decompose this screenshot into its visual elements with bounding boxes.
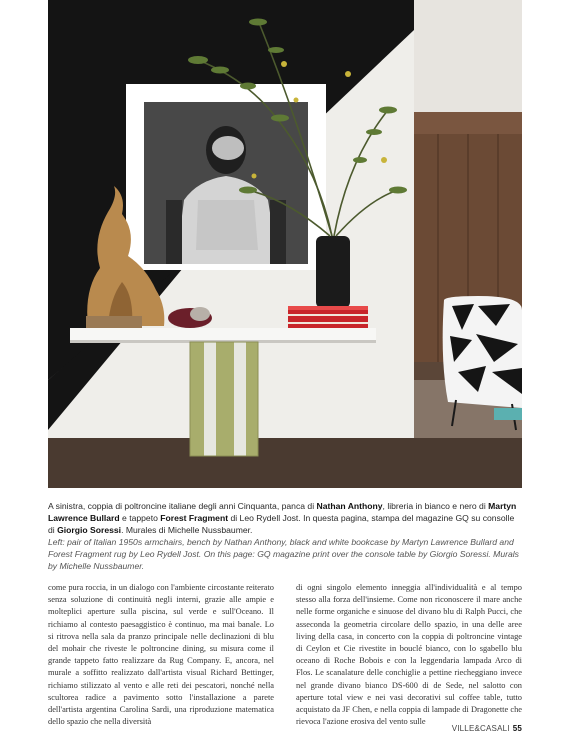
body-column-left: come pura roccia, in un dialogo con l'ambiente circostante reiterato senza soluzione di continuità negli interni, grazie alle ampie e molteplici aperture sulla piscina, sul verde e sull'Oceano. Il richiamo al contesto paesaggistico è continuo, ma mai banale. Lo si ritrova nella sala da pranzo principale nelle declinazioni di blu del mohair che riveste le poltroncine dining, su misura come il grande tappeto fatto realizzare da Rug Company. E, ancora, nel murale a soffitto realizzato dall'artista visual Richard Bettinger, richiamo stilizzato al vento e alle reti dei pescatori, nonché nella scultorea radice a pavimento sotto l'installazione a parete dell'artista argentina Carolina Sardi, una riproduzione matematica dello spazio che nella diversità: [48, 583, 274, 727]
page-folio: [452, 724, 522, 733]
caption-text: . Murales di Michelle Nussbaumer.: [121, 525, 253, 535]
caption-name: Martyn Lawrence Bullard: [48, 501, 517, 523]
magazine-name: VILLE&CASALI: [451, 724, 510, 733]
caption-text: A sinistra, coppia di poltroncine italiane degli anni Cinquanta, panca di: [48, 501, 317, 511]
caption-italian: [48, 500, 522, 536]
floor: [48, 438, 522, 488]
caption-name: Nathan Anthony: [316, 501, 383, 511]
ceiling-area: [414, 0, 522, 118]
caption-text: , libreria in bianco e nero di: [382, 501, 489, 511]
caption-text: e tappeto: [119, 513, 161, 523]
console-table-leg: [190, 342, 258, 456]
photo-caption: [48, 500, 522, 572]
interior-photo: [48, 0, 522, 488]
vase: [316, 236, 350, 308]
side-stool: [494, 408, 522, 420]
caption-name: Giorgio Soressi: [57, 525, 122, 535]
page-number: 55: [512, 724, 522, 733]
caption-english: Left: pair of Italian 1950s armchairs, bench by Nathan Anthony, black and white bookcase by Martyn Lawrence Bullard and Forest Fragment rug by Leo Rydell Jost. On this page: GQ magazine print over the console table by Giorgio Soressi. Murals by Michelle Nussbaumer.: [48, 537, 519, 571]
caption-text: di Leo Rydell Jost. In questa pagina, stampa del magazine GQ su consolle di: [48, 513, 515, 535]
caption-name: Forest Fragment: [160, 513, 229, 523]
console-table-top: [70, 328, 376, 340]
body-column-right: di ogni singolo elemento inneggia all'individualità e al tempo stesso alla forza dell'insieme. Come non riconoscere il mare anche nelle forme organiche e sinuose del divano blu di Ralph Pucci, che asseconda la geometria circolare dello spazio, in una delle aree living della casa, in concerto con la coppia di poltroncine vintage di Ceylon et Cie rivestite in bouclé bianco, con lo sgabello blu oceano di Roche Bobois e con la leggendaria lampada Arco di Flos. Le scanalature delle conchiglie a pettine riecheggiano invece nel grande divano bianco DS-600 di de Sede, nel salotto con aperture total view e nei vasi decorativi sul coffee table, tutto acquistato da JF Chen, e nella coppia di lampade di Dragonette che rievoca l'azione erosiva del vento sulle: [296, 583, 522, 727]
interior-photo-illustration: [48, 0, 522, 488]
